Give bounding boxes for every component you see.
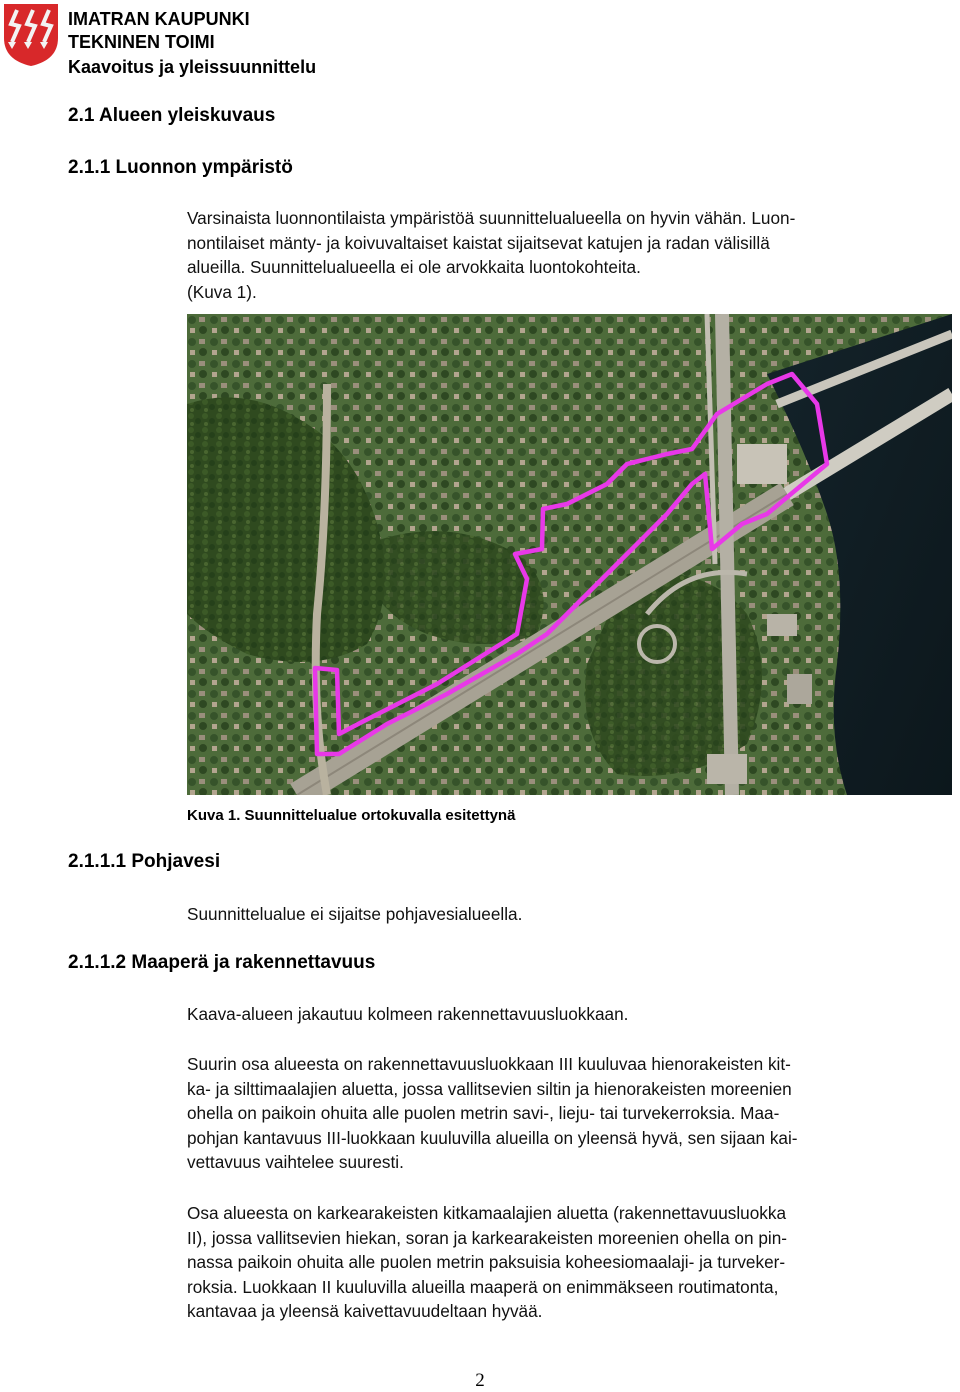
soil-paragraph-1 <box>187 1052 952 1175</box>
text-line: roksia. Luokkaan II kuuluvilla alueilla maaperä on enimmäkseen routimatonta, <box>187 1276 779 1297</box>
org-department: TEKNINEN TOIMI <box>68 32 215 52</box>
text-line: alueilla. Suunnittelualueella ei ole arvokkaita luontokohteita. <box>187 257 641 278</box>
soil-paragraph-2 <box>187 1201 952 1324</box>
text-line: Osa alueesta on karkearakeisten kitkamaalajien aluetta (rakennettavuusluokka <box>187 1203 787 1223</box>
text-line: vettavuus vaihtelee suuresti. <box>187 1152 404 1173</box>
text-line: nontilaiset mänty- ja koivuvaltaiset kaistat sijaitsevat katujen ja radan välisillä <box>187 232 770 253</box>
orthophoto-map <box>187 314 952 795</box>
soil-heading: 2.1.1.2 Maaperä ja rakennettavuus <box>68 952 376 973</box>
soil-intro: Kaava-alueen jakautuu kolmeen rakennettavuusluokkaan. <box>187 1004 629 1024</box>
text-line: (Kuva 1). <box>187 281 257 302</box>
org-name: IMATRAN KAUPUNKI <box>68 9 250 29</box>
text-line: Varsinaista luonnontilaista ympäristöä suunnittelualueella on hyvin vähän. Luon- <box>187 208 796 228</box>
text-line: ohella on paikoin ohuita alle puolen metrin savi-, lieju- tai turvekerroksia. Maa- <box>187 1103 780 1124</box>
groundwater-text: Suunnittelualue ei sijaitse pohjavesialueella. <box>187 904 523 924</box>
groundwater-heading: 2.1.1.1 Pohjavesi <box>68 851 221 872</box>
text-line: pohjan kantavuus III-luokkaan kuuluvilla alueilla on yleensä hyvä, sen sijaan kai- <box>187 1127 798 1148</box>
figure-caption: Kuva 1. Suunnittelualue ortokuvalla esitettynä <box>187 807 516 824</box>
intro-paragraph <box>187 206 952 304</box>
text-line: ka- ja silttimaalajien aluetta, jossa vallitsevien siltin ja hienorakeisten moreenien <box>187 1078 792 1099</box>
section-heading: 2.1 Alueen yleiskuvaus <box>68 105 276 126</box>
org-unit: Kaavoitus ja yleissuunnittelu <box>68 57 317 77</box>
text-line: Suurin osa alueesta on rakennettavuusluokkaan III kuuluvaa hienorakeisten kit- <box>187 1054 791 1074</box>
imatra-coat-of-arms-icon <box>2 2 60 68</box>
page-number: 2 <box>475 1370 485 1391</box>
text-line: II), jossa vallitsevien hiekan, soran ja karkearakeisten moreenien ohella on pin- <box>187 1227 787 1248</box>
subsection-heading: 2.1.1 Luonnon ympäristö <box>68 157 293 178</box>
text-line: nassa paikoin ohuita alle puolen metrin paksuisia koheesiomaalaji- ja turveker- <box>187 1252 786 1273</box>
text-line: kantavaa ja yleensä kaivettavuudeltaan hyvää. <box>187 1301 543 1322</box>
